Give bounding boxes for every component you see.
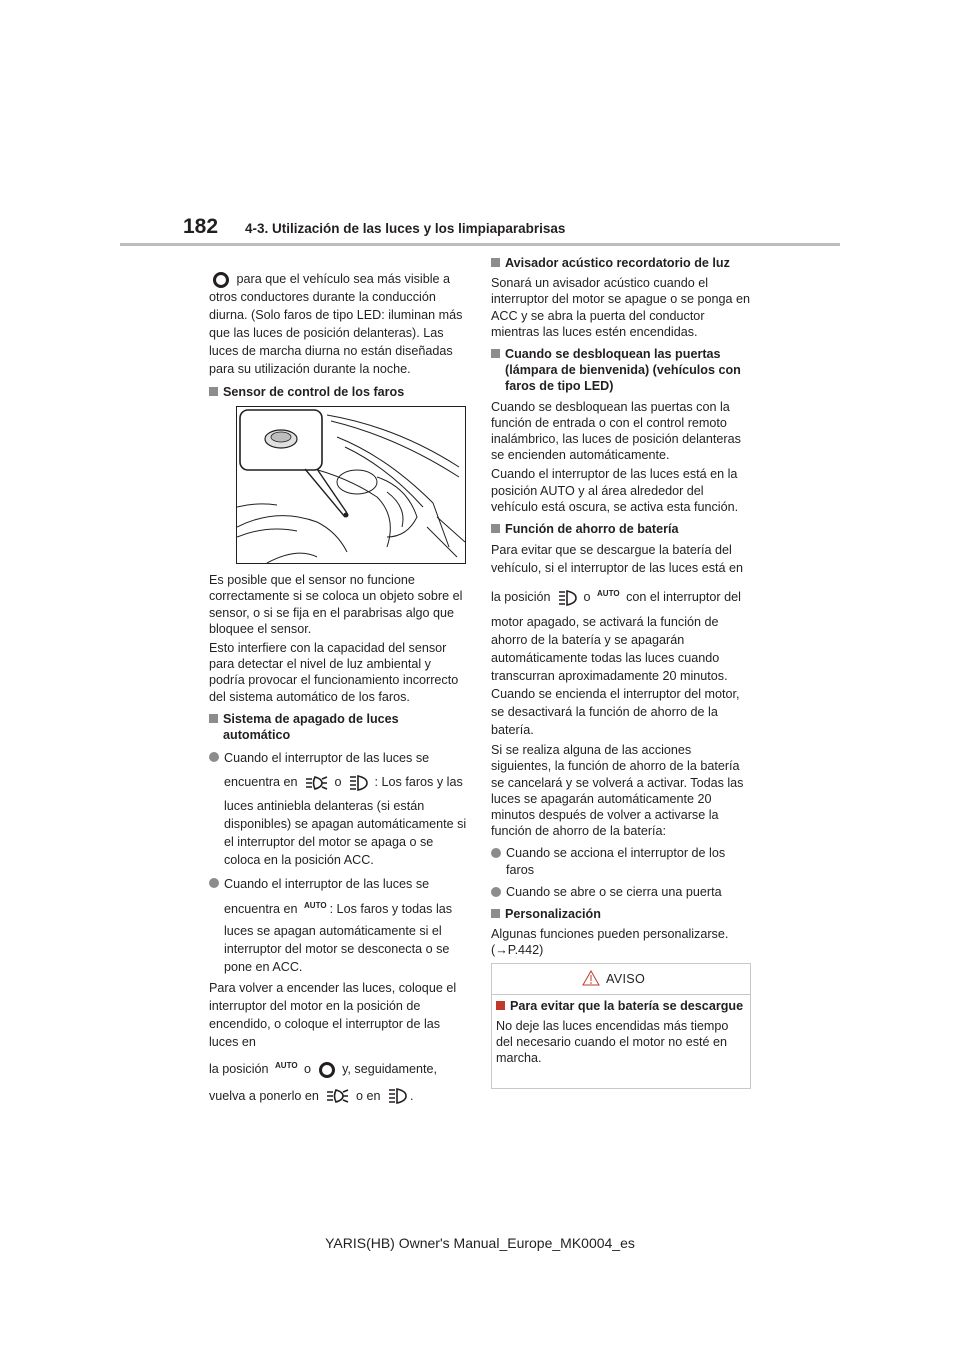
- buzzer-text: Sonará un avisador acústico cuando el interruptor del motor se apague o se ponga en ACC y se abra la puerta del conductor mientras las luces estén encendidas.: [491, 276, 751, 339]
- drl-line1: para que el vehículo sea más visible a: [236, 272, 451, 286]
- fog-light-icon: [325, 1088, 349, 1104]
- headlight-icon: [387, 1087, 407, 1105]
- auto-icon: AUTO: [275, 1061, 298, 1071]
- heading-square-icon: [209, 714, 218, 723]
- section-title: 4-3. Utilización de las luces y los limpiaparabrisas: [245, 221, 566, 236]
- custom-heading: Personalización: [491, 906, 753, 922]
- sensor-illustration: [236, 406, 466, 564]
- headlight-icon: [557, 589, 577, 607]
- welcome-text: Cuando se desbloquean las puertas con la función de entrada o con el control remoto inalámbrico, las luces de posición delanteras se encienden automáticamente.: [491, 399, 741, 463]
- fog-light-icon: [304, 775, 328, 791]
- heading-square-icon: [209, 387, 218, 396]
- drl-icon: [212, 272, 230, 288]
- drl-rest: otros conductores durante la conducción diurna. (Solo faros de tipo LED: iluminan más que las luces de posición delanteras). Las luces de marcha diurna no están diseñadas para su utilización durante la noche.: [209, 290, 463, 376]
- shutoff-bullet-1: Cuando el interruptor de las luces se encuentra en o : Los faros y las luces antiniebla delanteras (si están disponibles) se apagan automáticamente si el interruptor del motor se apaga o se coloca en la posición ACC.: [209, 749, 467, 869]
- shutoff-heading: Sistema de apagado de luces automático: [209, 711, 467, 743]
- welcome-heading: Cuando se desbloquean las puertas (lámpara de bienvenida) (vehículos con faros de tipo LED): [491, 346, 753, 395]
- auto-icon: AUTO: [304, 901, 327, 911]
- headlight-icon: [348, 774, 368, 792]
- heading-square-icon: [496, 1001, 505, 1010]
- page-reference-link[interactable]: (→P.442): [491, 943, 544, 958]
- auto-icon: AUTO: [597, 589, 620, 599]
- warning-header: [492, 964, 750, 995]
- warning-body: [496, 998, 744, 1069]
- welcome-text-2: Cuando el interruptor de las luces está en la posición AUTO y al área alrededor del vehículo está oscura, se activa esta función.: [491, 467, 739, 514]
- warning-triangle-icon: [582, 970, 600, 986]
- shutoff-bullet-2: Cuando el interruptor de las luces se encuentra en AUTO : Los faros y todas las luces se apagan automáticamente si el interruptor del motor se desconecta o se pone en ACC.: [209, 875, 467, 976]
- drl-paragraph: [209, 270, 467, 378]
- heading-square-icon: [491, 258, 500, 267]
- saver-paragraph: Para evitar que se descargue la batería del vehículo, si el interruptor de las luces está en la posición o AUTO con el interruptor del motor apagado, se activará la función de ahorro de la batería y se apagarán automáticamente todas las luces cuando transcurran aproximadamente 20 minutos. Cuando se encienda el interruptor del motor, se desactivará la función de ahorro de la batería.: [491, 543, 744, 738]
- dashboard-sensor-drawing: [237, 407, 465, 563]
- warning-text: No deje las luces encendidas más tiempo del necesario cuando el motor no esté en marcha.: [496, 1019, 729, 1065]
- bullet-dot-icon: [209, 752, 219, 762]
- relight-paragraph: Para volver a encender las luces, coloque el interruptor del motor en la posición de encendido, o coloque el interruptor de las luces en la posición AUTO o y, seguidamente, vuelva a ponerlo en o en .: [209, 979, 467, 1105]
- heading-square-icon: [491, 349, 500, 358]
- right-column: [491, 255, 753, 962]
- saver-bullet-1: Cuando se acciona el interruptor de los faros: [491, 845, 753, 877]
- footer-manual-id: YARIS(HB) Owner's Manual_Europe_MK0004_es: [325, 1235, 635, 1251]
- drl-icon: [318, 1062, 336, 1078]
- heading-square-icon: [491, 524, 500, 533]
- custom-text: Algunas funciones pueden personalizarse. (→P.442): [491, 927, 729, 958]
- left-column: [209, 270, 467, 1108]
- page-number: 182: [183, 215, 219, 238]
- saver-bullet-2: Cuando se abre o se cierra una puerta: [491, 884, 753, 900]
- heading-square-icon: [491, 909, 500, 918]
- buzzer-heading: Avisador acústico recordatorio de luz: [491, 255, 753, 271]
- sensor-text: Es posible que el sensor no funcione correctamente si se coloca un objeto sobre el sensor, o si se fija en el parabrisas algo que bloquee el sensor.: [209, 573, 463, 636]
- saver-text-2: Si se realiza alguna de las acciones siguientes, la función de ahorro de la batería se cancelará y se volverá a activar. Todas las luces se apagarán automáticamente 20 minutos después de volver a activarse la función de ahorro de la batería:: [491, 743, 744, 839]
- bullet-dot-icon: [491, 848, 501, 858]
- warning-heading: Para evitar que la batería se descargue: [496, 998, 744, 1014]
- sensor-heading: Sensor de control de los faros: [209, 384, 467, 400]
- warning-title: AVISO: [606, 972, 646, 986]
- header-rule: [120, 243, 840, 246]
- sensor-text-2: Esto interfiere con la capacidad del sensor para detectar el nivel de luz ambiental y podría provocar el funcionamiento incorrecto del sistema automático de los faros.: [209, 641, 459, 704]
- bullet-dot-icon: [491, 887, 501, 897]
- bullet-dot-icon: [209, 878, 219, 888]
- warning-box: [491, 963, 751, 1089]
- saver-heading: Función de ahorro de batería: [491, 521, 753, 537]
